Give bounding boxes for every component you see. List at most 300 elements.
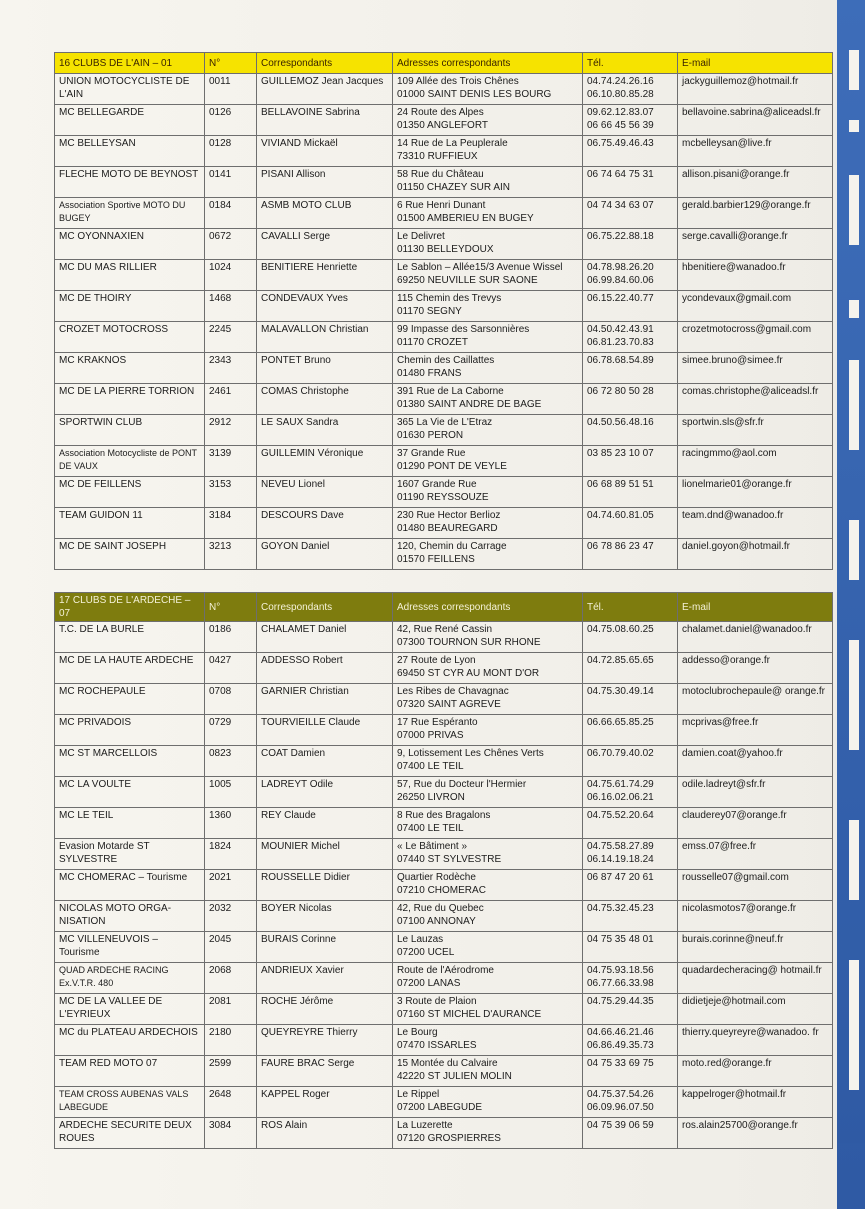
phone-primary: 06.75.49.46.43 [587,138,654,149]
email-link[interactable]: gerald.barbier129@orange.fr [682,200,811,211]
club-name-cell [55,1087,205,1118]
phone-primary: 04.78.98.26.20 [587,262,654,273]
club-name-cell [55,839,205,870]
correspondent-cell [257,322,393,353]
correspondent-cell [257,870,393,901]
phone-cell [583,384,678,415]
club-name: SPORTWIN CLUB [59,417,143,428]
club-number-cell [205,446,257,477]
club-number: 2180 [209,1027,232,1038]
ain-header-club: 16 CLUBS DE L'AIN – 01 [55,53,205,74]
address-cell [393,539,583,570]
address-line-2: 01480 FRANS [397,368,462,379]
address-line-2: 07200 LABEGUDE [397,1102,483,1113]
correspondent-name: CONDEVAUX Yves [261,293,348,304]
address-line-2: 01290 PONT DE VEYLE [397,461,507,472]
club-name: CROZET MOTOCROSS [59,324,169,335]
email-link[interactable]: lionelmarie01@orange.fr [682,479,792,490]
club-name-cell [55,477,205,508]
table-row [55,622,833,653]
email-link[interactable]: racingmmo@aol.com [682,448,777,459]
correspondent-cell [257,105,393,136]
correspondent-cell [257,1118,393,1149]
phone-cell [583,777,678,808]
address-cell [393,477,583,508]
phone-cell [583,136,678,167]
address-cell [393,1087,583,1118]
table-row [55,477,833,508]
phone-primary: 04.75.58.27.89 [587,841,654,852]
table-row [55,839,833,870]
address-line-1: 391 Rue de La Caborne [397,386,504,397]
address-line-2: 01000 SAINT DENIS LES BOURG [397,89,552,100]
club-name-cell [55,1025,205,1056]
club-number: 3084 [209,1120,232,1131]
phone-cell [583,1118,678,1149]
ardeche-header-phone: Tél. [583,593,678,622]
table-row [55,539,833,570]
email-link[interactable]: mcprivas@free.fr [682,717,759,728]
address-line-1: 24 Route des Alpes [397,107,484,118]
email-cell [678,963,833,994]
ain-header-phone: Tél. [583,53,678,74]
correspondent-cell [257,808,393,839]
table-row [55,74,833,105]
club-name: MC DE THOIRY [59,293,132,304]
club-name-cell [55,508,205,539]
phone-primary: 04.75.61.74.29 [587,779,654,790]
correspondent-name: TOURVIEILLE Claude [261,717,361,728]
address-line-1: 8 Rue des Bragalons [397,810,491,821]
club-number: 2245 [209,324,232,335]
address-line-1: 6 Rue Henri Dunant [397,200,486,211]
address-cell [393,746,583,777]
phone-cell [583,622,678,653]
email-cell [678,1087,833,1118]
email-link[interactable]: comas.christophe@aliceadsl.fr [682,386,819,397]
club-name: MC VILLENEUVOIS – Tourisme [59,934,158,958]
club-name: MC LA VOULTE [59,779,132,790]
club-number: 0729 [209,717,232,728]
phone-cell [583,1025,678,1056]
club-number: 3184 [209,510,232,521]
correspondent-cell [257,1087,393,1118]
address-line-1: 120, Chemin du Carrage [397,541,507,552]
address-line-2: 01630 PERON [397,430,464,441]
address-line-1: 58 Rue du Château [397,169,484,180]
correspondent-name: MOUNIER Michel [261,841,340,852]
club-name: Association Sportive MOTO DU BUGEY [59,200,186,223]
club-number-cell [205,839,257,870]
phone-cell [583,353,678,384]
address-cell [393,777,583,808]
correspondent-name: LADREYT Odile [261,779,334,790]
email-link[interactable]: nicolasmotos7@orange.fr [682,903,797,914]
phone-cell [583,508,678,539]
club-name-cell [55,746,205,777]
email-link[interactable]: sportwin.sls@sfr.fr [682,417,764,428]
club-name-cell [55,105,205,136]
club-number: 1005 [209,779,232,790]
table-row [55,777,833,808]
address-line-2: 07000 PRIVAS [397,730,464,741]
address-line-2: 07440 ST SYLVESTRE [397,854,502,865]
email-link[interactable]: simee.bruno@simee.fr [682,355,783,366]
phone-cell [583,1056,678,1087]
club-name: TEAM RED MOTO 07 [59,1058,158,1069]
address-cell [393,353,583,384]
phone-cell [583,963,678,994]
table-row [55,901,833,932]
correspondent-name: PONTET Bruno [261,355,331,366]
club-number: 2068 [209,965,232,976]
email-cell [678,508,833,539]
phone-primary: 03 85 23 10 07 [587,448,654,459]
phone-cell [583,446,678,477]
correspondent-cell [257,477,393,508]
phone-primary: 04.75.52.20.64 [587,810,654,821]
club-name-cell [55,260,205,291]
correspondent-cell [257,932,393,963]
address-line-1: Le Delivret [397,231,445,242]
club-number: 3139 [209,448,232,459]
phone-primary: 04.74.60.81.05 [587,510,654,521]
phone-cell [583,1087,678,1118]
ardeche-header-club: 17 CLUBS DE L'ARDECHE – 07 [55,593,205,622]
club-name-cell [55,684,205,715]
correspondent-cell [257,994,393,1025]
club-name: Association Motocycliste de PONT DE VAUX [59,448,197,471]
address-line-1: 109 Allée des Trois Chênes [397,76,519,87]
email-cell [678,653,833,684]
correspondent-name: CHALAMET Daniel [261,624,347,635]
email-link[interactable]: serge.cavalli@orange.fr [682,231,788,242]
correspondent-name: BENITIERE Henriette [261,262,358,273]
correspondent-cell [257,715,393,746]
club-name-cell [55,932,205,963]
address-line-1: Le Lauzas [397,934,444,945]
club-name-cell [55,653,205,684]
correspondent-cell [257,353,393,384]
club-number: 1360 [209,810,232,821]
correspondent-name: COAT Damien [261,748,326,759]
phone-primary: 04.75.29.44.35 [587,996,654,1007]
correspondent-name: QUEYREYRE Thierry [261,1027,358,1038]
club-number-cell [205,777,257,808]
ardeche-header-row [55,593,833,622]
email-cell [678,353,833,384]
address-line-2: 01150 CHAZEY SUR AIN [397,182,511,193]
club-number-cell [205,1025,257,1056]
email-link[interactable]: chalamet.daniel@wanadoo.fr [682,624,812,635]
address-line-1: 17 Rue Espéranto [397,717,478,728]
email-link[interactable]: ycondevaux@gmail.com [682,293,792,304]
email-link[interactable]: kappelroger@hotmail.fr [682,1089,787,1100]
address-cell [393,136,583,167]
email-link[interactable]: clauderey07@orange.fr [682,810,787,821]
address-cell [393,446,583,477]
club-number-cell [205,901,257,932]
table-row [55,1118,833,1149]
correspondent-cell [257,1056,393,1087]
phone-primary: 06 78 86 23 47 [587,541,654,552]
phone-primary: 04.72.85.65.65 [587,655,654,666]
table-row [55,1056,833,1087]
address-line-1: 27 Route de Lyon [397,655,476,666]
phone-primary: 06 68 89 51 51 [587,479,654,490]
phone-primary: 04.75.32.45.23 [587,903,654,914]
email-link[interactable]: thierry.queyreyre@wanadoo. fr [682,1027,819,1038]
table-row [55,229,833,260]
email-cell [678,322,833,353]
phone-primary: 04 75 35 48 01 [587,934,654,945]
email-link[interactable]: jackyguillemoz@hotmail.fr [682,76,799,87]
club-number: 2343 [209,355,232,366]
club-name: T.C. DE LA BURLE [59,624,145,635]
email-cell [678,260,833,291]
club-number-cell [205,291,257,322]
ain-header-correspondents: Correspondants [257,53,393,74]
club-number-cell [205,136,257,167]
correspondent-name: MALAVALLON Christian [261,324,369,335]
club-name-cell [55,901,205,932]
club-name-cell [55,777,205,808]
phone-secondary: 06.81.23.70.83 [587,337,654,348]
phone-cell [583,198,678,229]
email-link[interactable]: team.dnd@wanadoo.fr [682,510,784,521]
correspondent-name: DESCOURS Dave [261,510,344,521]
club-name-cell [55,1056,205,1087]
ain-header-number: N° [205,53,257,74]
club-name: MC DE LA VALLEE DE L'EYRIEUX [59,996,163,1020]
club-number-cell [205,963,257,994]
correspondent-name: BOYER Nicolas [261,903,332,914]
club-number-cell [205,353,257,384]
table-row [55,167,833,198]
ain-table-body [55,74,833,570]
address-line-1: 42, Rue du Quebec [397,903,484,914]
address-cell [393,508,583,539]
club-number: 2461 [209,386,232,397]
phone-primary: 06.70.79.40.02 [587,748,654,759]
email-cell [678,167,833,198]
phone-primary: 06.75.22.88.18 [587,231,654,242]
phone-cell [583,74,678,105]
email-link[interactable]: motoclubrochepaule@ orange.fr [682,686,826,697]
club-name-cell [55,994,205,1025]
email-link[interactable]: mcbelleysan@live.fr [682,138,772,149]
address-line-1: 37 Grande Rue [397,448,466,459]
club-number: 0126 [209,107,232,118]
email-cell [678,415,833,446]
ain-header-addresses: Adresses correspondants [393,53,583,74]
phone-cell [583,715,678,746]
correspondent-cell [257,1025,393,1056]
correspondent-cell [257,446,393,477]
club-number-cell [205,684,257,715]
club-number-cell [205,1056,257,1087]
address-line-1: Le Rippel [397,1089,440,1100]
phone-primary: 06.78.68.54.89 [587,355,654,366]
email-cell [678,384,833,415]
club-number-cell [205,622,257,653]
correspondent-cell [257,198,393,229]
club-number-cell [205,260,257,291]
club-number-cell [205,653,257,684]
email-link[interactable]: moto.red@orange.fr [682,1058,772,1069]
phone-cell [583,105,678,136]
email-link[interactable]: damien.coat@yahoo.fr [682,748,783,759]
club-name: MC OYONNAXIEN [59,231,145,242]
address-line-2: 07400 LE TEIL [397,761,464,772]
club-name-cell [55,446,205,477]
ardeche-table-body [55,622,833,1149]
club-number: 1468 [209,293,232,304]
club-name: MC DE LA HAUTE ARDECHE [59,655,194,666]
phone-cell [583,539,678,570]
table-row [55,508,833,539]
address-line-1: 365 La Vie de L'Etraz [397,417,493,428]
phone-cell [583,684,678,715]
email-link[interactable]: allison.pisani@orange.fr [682,169,790,180]
correspondent-cell [257,508,393,539]
table-row [55,1025,833,1056]
phone-cell [583,415,678,446]
email-link[interactable]: quadardecheracing@ hotmail.fr [682,965,822,976]
phone-secondary: 06.16.02.06.21 [587,792,654,803]
phone-cell [583,167,678,198]
address-line-1: Quartier Rodèche [397,872,476,883]
phone-primary: 04.75.93.18.56 [587,965,654,976]
email-cell [678,901,833,932]
correspondent-cell [257,777,393,808]
email-cell [678,715,833,746]
address-line-2: 07200 LANAS [397,978,461,989]
correspondent-cell [257,229,393,260]
phone-secondary: 06.77.66.33.98 [587,978,654,989]
club-name: MC KRAKNOS [59,355,127,366]
club-name: UNION MOTOCYCLISTE DE L'AIN [59,76,190,100]
club-name-cell [55,1118,205,1149]
club-number: 1824 [209,841,232,852]
club-number: 3213 [209,541,232,552]
club-number: 0427 [209,655,232,666]
address-line-2: 42220 ST JULIEN MOLIN [397,1071,512,1082]
address-cell [393,1118,583,1149]
club-name-cell [55,539,205,570]
email-link[interactable]: daniel.goyon@hotmail.fr [682,541,790,552]
ardeche-header-number: N° [205,593,257,622]
club-name: MC BELLEGARDE [59,107,145,118]
table-row [55,1087,833,1118]
club-number: 0823 [209,748,232,759]
email-link[interactable]: odile.ladreyt@sfr.fr [682,779,766,790]
phone-cell [583,808,678,839]
email-cell [678,539,833,570]
email-link[interactable]: crozetmotocross@gmail.com [682,324,812,335]
club-number-cell [205,198,257,229]
ardeche-clubs-table [54,592,833,1149]
correspondent-cell [257,260,393,291]
club-number-cell [205,994,257,1025]
correspondent-cell [257,167,393,198]
club-name: TEAM GUIDON 11 [59,510,143,521]
club-number: 2045 [209,934,232,945]
correspondent-name: ADDESSO Robert [261,655,343,666]
club-name: NICOLAS MOTO ORGA-NISATION [59,903,172,927]
table-row [55,808,833,839]
email-link[interactable]: rousselle07@gmail.com [682,872,789,883]
club-name-cell [55,229,205,260]
address-line-2: 01170 SEGNY [397,306,462,317]
email-cell [678,932,833,963]
address-line-1: 14 Rue de La Peuplerale [397,138,508,149]
correspondent-name: REY Claude [261,810,316,821]
phone-primary: 06 74 64 75 31 [587,169,654,180]
correspondent-cell [257,539,393,570]
correspondent-name: ROUSSELLE Didier [261,872,350,883]
club-number-cell [205,1118,257,1149]
correspondent-cell [257,291,393,322]
email-link[interactable]: didietjeje@hotmail.com [682,996,786,1007]
phone-primary: 04.66.46.21.46 [587,1027,654,1038]
table-row [55,994,833,1025]
address-line-1: 1607 Grande Rue [397,479,477,490]
address-line-2: 01480 BEAUREGARD [397,523,498,534]
club-name-cell [55,415,205,446]
address-line-1: Chemin des Caillattes [397,355,495,366]
address-cell [393,167,583,198]
club-number: 2032 [209,903,232,914]
address-line-2: 07400 LE TEIL [397,823,464,834]
phone-primary: 04.75.30.49.14 [587,686,654,697]
address-line-1: 15 Montée du Calvaire [397,1058,498,1069]
correspondent-name: ASMB MOTO CLUB [261,200,352,211]
email-link[interactable]: burais.corinne@neuf.fr [682,934,784,945]
club-number-cell [205,384,257,415]
email-cell [678,105,833,136]
table-row [55,684,833,715]
email-link[interactable]: hbenitiere@wanadoo.fr [682,262,786,273]
address-line-2: 01190 REYSSOUZE [397,492,489,503]
phone-cell [583,994,678,1025]
table-row [55,446,833,477]
email-cell [678,808,833,839]
club-name-cell [55,74,205,105]
email-cell [678,74,833,105]
club-name: MC DE FEILLENS [59,479,142,490]
email-link[interactable]: bellavoine.sabrina@aliceadsl.fr [682,107,821,118]
address-cell [393,870,583,901]
address-cell [393,839,583,870]
table-row [55,353,833,384]
phone-cell [583,932,678,963]
email-link[interactable]: ros.alain25700@orange.fr [682,1120,798,1131]
phone-cell [583,746,678,777]
correspondent-name: VIVIAND Mickaël [261,138,338,149]
email-link[interactable]: emss.07@free.fr [682,841,757,852]
club-name-cell [55,353,205,384]
address-line-2: 07160 ST MICHEL D'AURANCE [397,1009,542,1020]
club-number-cell [205,74,257,105]
email-link[interactable]: addesso@orange.fr [682,655,770,666]
club-number-cell [205,415,257,446]
address-cell [393,684,583,715]
address-line-1: 42, Rue René Cassin [397,624,493,635]
correspondent-cell [257,746,393,777]
address-cell [393,74,583,105]
address-line-1: 9, Lotissement Les Chênes Verts [397,748,544,759]
